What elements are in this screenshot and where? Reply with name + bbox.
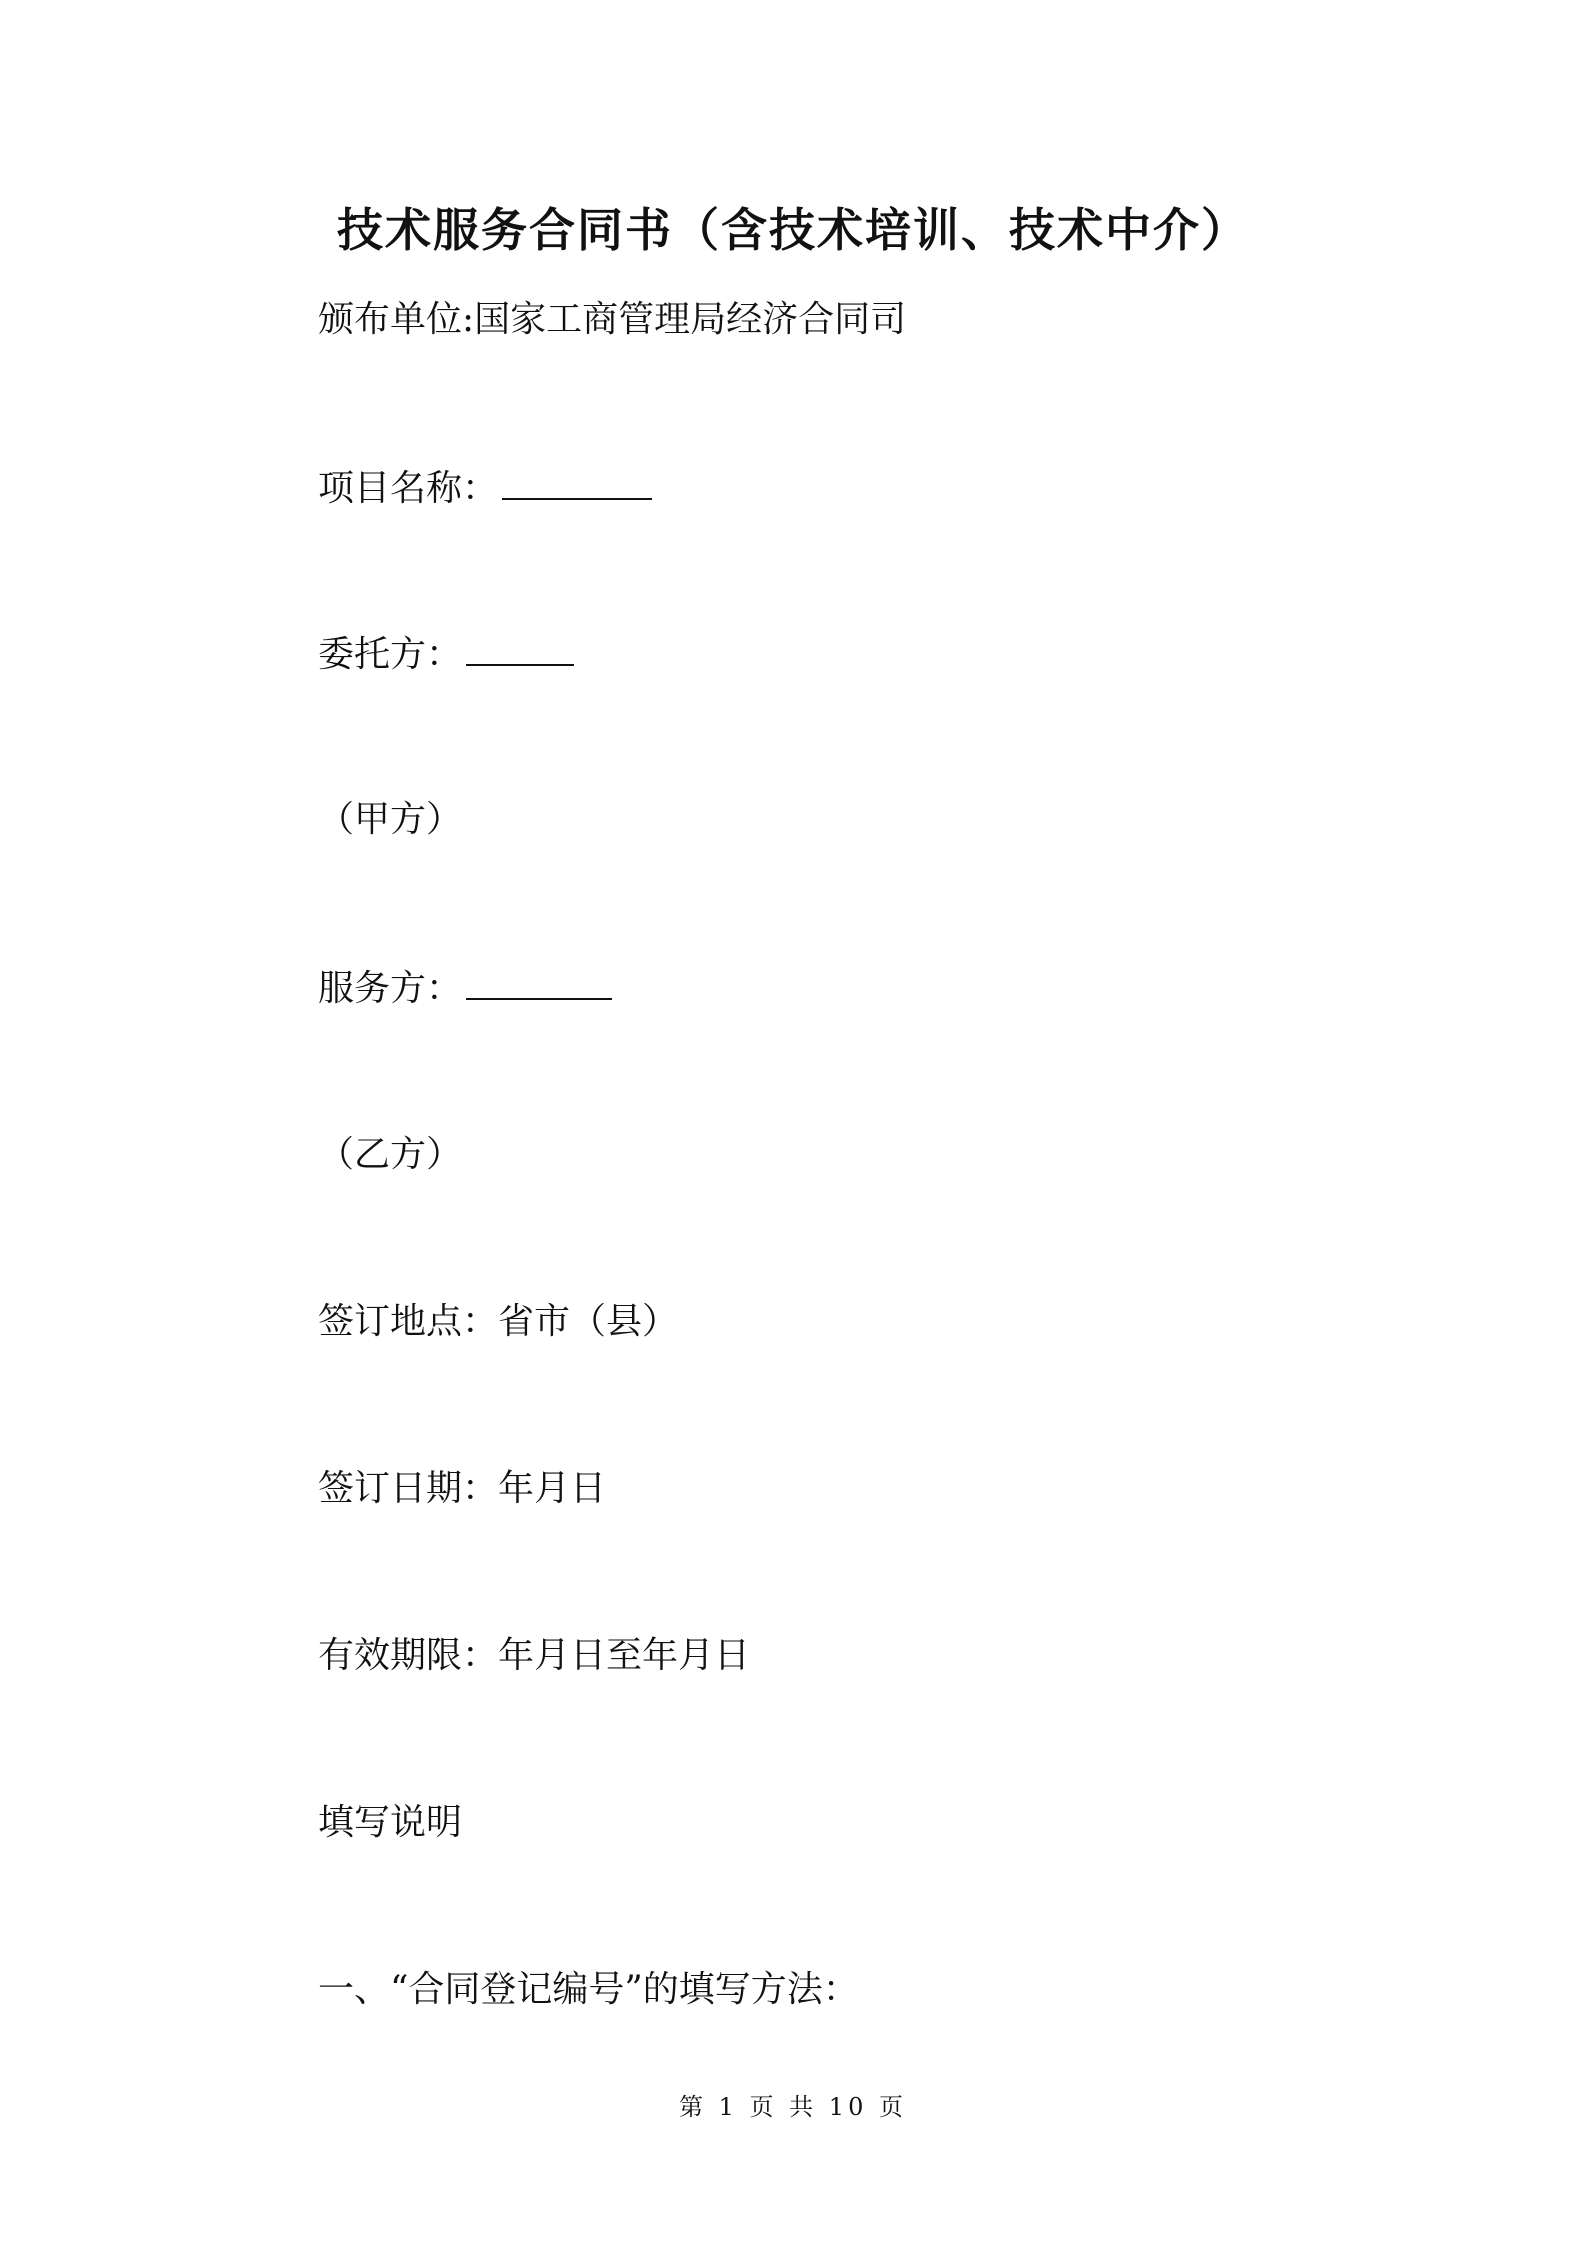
provider-line: [318, 962, 612, 1014]
party-b-line: （乙方）: [318, 1134, 463, 1175]
project-name-line: [318, 462, 652, 514]
client-label: 委托方：: [318, 634, 463, 675]
page-footer: 第 1 页 共 10 页: [679, 2093, 907, 2121]
provider-label: 服务方：: [318, 968, 463, 1009]
project-name-label: 项目名称：: [318, 468, 499, 509]
provider-blank: [466, 962, 612, 1000]
section-1-heading: 一、“合同登记编号”的填写方法：: [318, 1969, 859, 2010]
sign-date-line: 签订日期：年月日: [318, 1468, 607, 1509]
validity-line: 有效期限：年月日至年月日: [318, 1635, 751, 1676]
instructions-heading: 填写说明: [318, 1802, 463, 1843]
document-title: 技术服务合同书（含技术培训、技术中介）: [337, 203, 1249, 257]
issuer-line: 颁布单位:国家工商管理局经济合同司: [318, 299, 907, 340]
project-name-blank: [502, 462, 652, 500]
sign-place-line: 签订地点：省市（县）: [318, 1301, 679, 1342]
party-a-line: （甲方）: [318, 799, 463, 840]
client-line: [318, 628, 574, 680]
client-blank: [466, 628, 574, 666]
